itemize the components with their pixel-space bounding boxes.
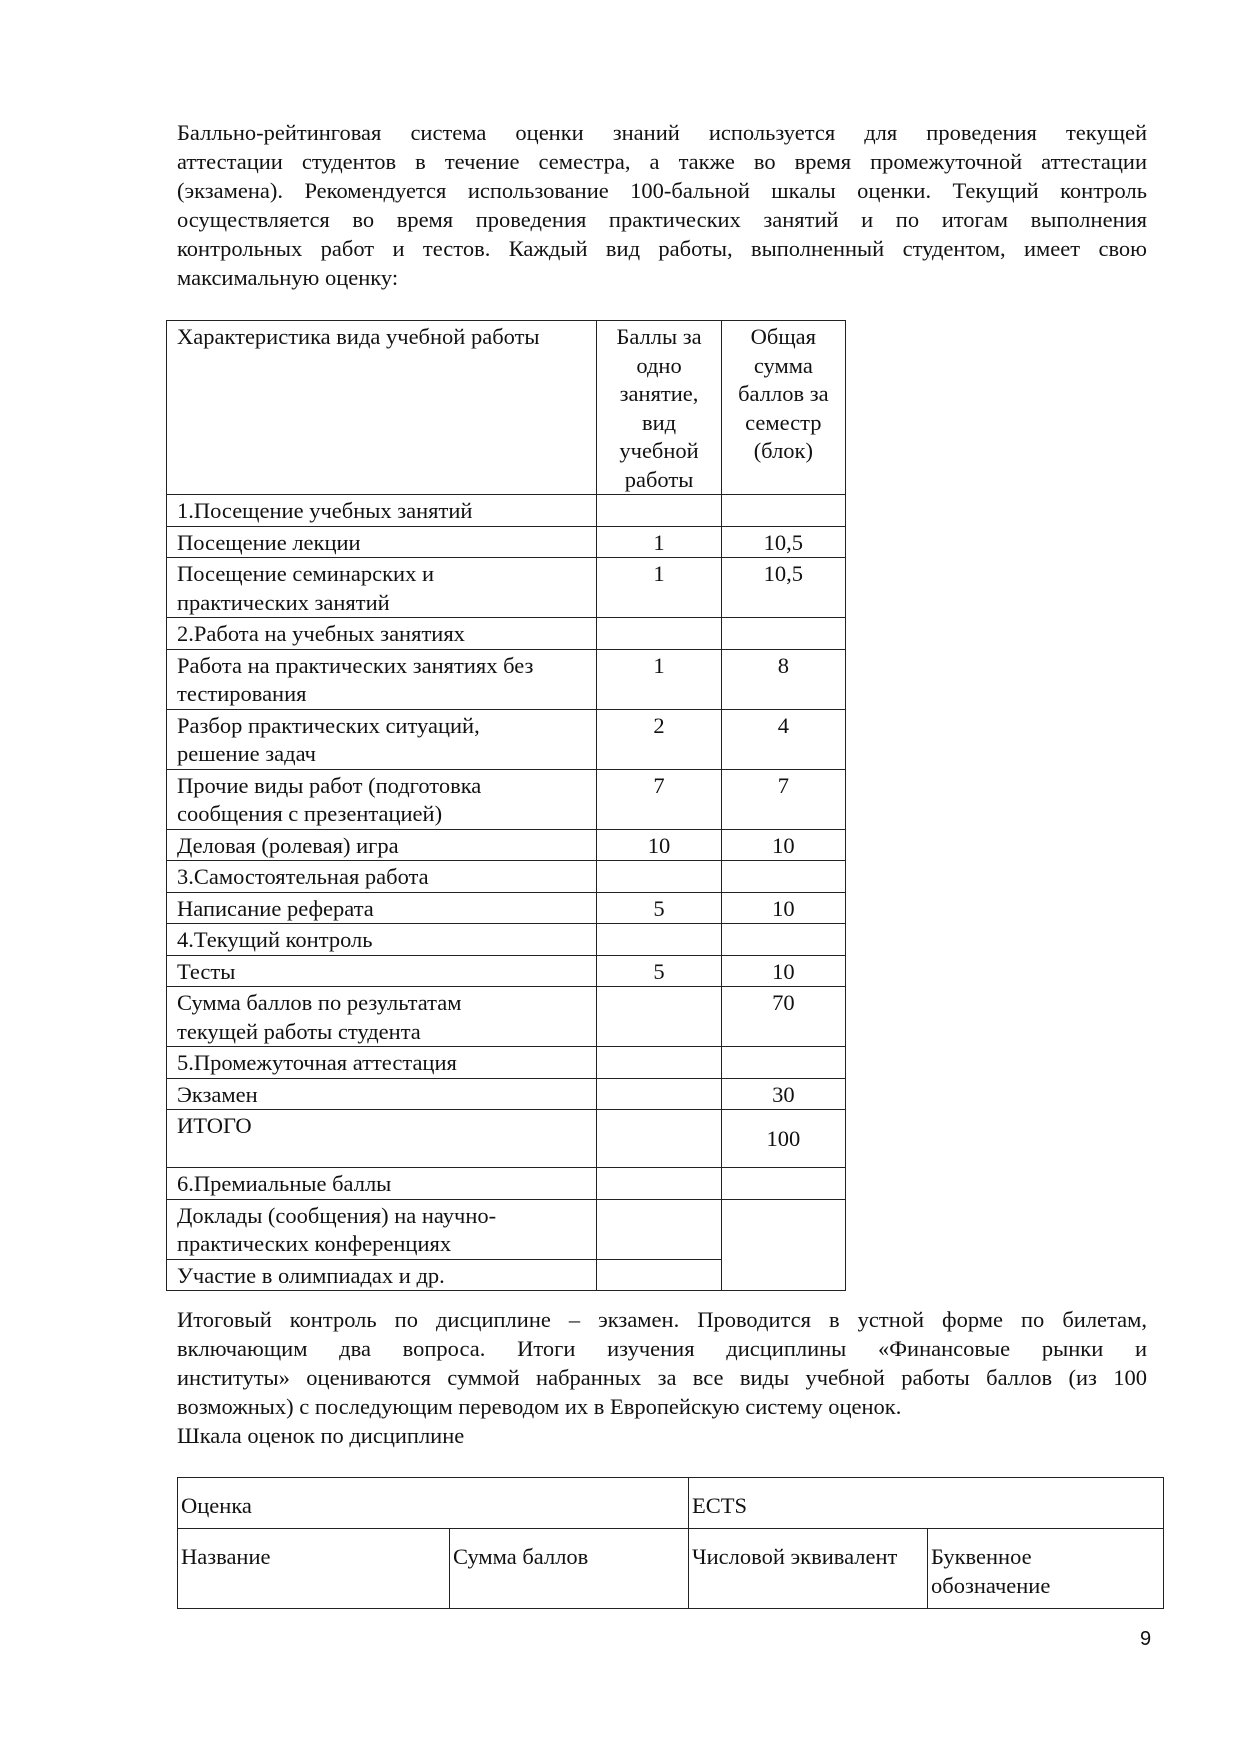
row-characteristic-line: Тесты	[177, 958, 236, 984]
table-row	[167, 618, 846, 650]
table-row	[167, 987, 846, 1047]
row-total-points: 7	[721, 769, 845, 829]
header-line: (блок)	[753, 438, 813, 463]
table-row	[167, 892, 846, 924]
table-row	[167, 1199, 846, 1259]
row-characteristic	[167, 709, 597, 769]
row-total-points: 8	[721, 649, 845, 709]
intro-line: (экзамена). Рекомендуется использование 100-бальной шкалы оценки. Текущий контроль	[177, 178, 1147, 203]
final-paragraph	[177, 1305, 1147, 1450]
table-row	[167, 955, 846, 987]
row-total-points	[721, 1199, 845, 1291]
row-points-per-class: 1	[597, 558, 721, 618]
row-characteristic	[167, 526, 597, 558]
table-row	[167, 769, 846, 829]
row-characteristic	[167, 829, 597, 861]
row-characteristic	[167, 1259, 597, 1291]
header-line: вид	[641, 409, 677, 435]
table-row	[167, 649, 846, 709]
row-total-points	[721, 1047, 845, 1079]
row-total-points	[721, 495, 845, 527]
row-points-per-class: 1	[597, 526, 721, 558]
row-points-per-class: 7	[597, 769, 721, 829]
row-points-per-class: 2	[597, 709, 721, 769]
row-characteristic-line: 4.Текущий контроль	[177, 927, 373, 952]
final-line: возможных) с последующим переводом их в Европейскую систему оценок.	[177, 1394, 902, 1419]
row-characteristic-line: 3.Самостоятельная работа	[177, 864, 429, 889]
letter-header-line: Буквенное	[931, 1544, 1032, 1569]
row-characteristic-line: 6.Премиальные баллы	[177, 1171, 392, 1196]
intro-paragraph	[177, 118, 1147, 292]
row-points-per-class	[597, 1047, 721, 1079]
header-line: Баллы за	[616, 324, 702, 349]
header-line: семестр	[745, 409, 822, 435]
row-characteristic-line: ИТОГО	[177, 1113, 252, 1138]
header-line: сумма	[753, 352, 813, 378]
row-characteristic-line: Сумма баллов по результатам	[177, 990, 462, 1015]
row-points-per-class	[597, 924, 721, 956]
row-points-per-class	[597, 1168, 721, 1200]
row-total-points: 10	[721, 892, 845, 924]
row-points-per-class	[597, 1110, 721, 1168]
row-characteristic-line: Посещение семинарских и	[177, 561, 434, 586]
row-points-per-class: 5	[597, 892, 721, 924]
row-characteristic	[167, 1168, 597, 1200]
table-row	[167, 1168, 846, 1200]
row-characteristic	[167, 1199, 597, 1259]
row-characteristic-line: 5.Промежуточная аттестация	[177, 1050, 457, 1075]
row-characteristic	[167, 987, 597, 1047]
final-line: Итоговый контроль по дисциплине – экзамен. Проводится в устной форме по билетам,	[177, 1307, 1147, 1332]
table-row	[167, 1078, 846, 1110]
row-total-points	[721, 618, 845, 650]
table-row	[167, 526, 846, 558]
row-characteristic	[167, 1078, 597, 1110]
row-characteristic	[167, 861, 597, 893]
row-total-points: 4	[721, 709, 845, 769]
row-points-per-class: 1	[597, 649, 721, 709]
table-row	[167, 1110, 846, 1168]
name-header: Название	[178, 1529, 450, 1609]
row-characteristic-line: Прочие виды работ (подготовка	[177, 772, 482, 798]
row-characteristic	[167, 924, 597, 956]
row-total-points: 10,5	[721, 558, 845, 618]
header-line: баллов за	[738, 381, 829, 406]
final-line: институты» оцениваются суммой набранных за все виды учебной работы баллов (из 100	[177, 1365, 1147, 1390]
row-characteristic-line: 1.Посещение учебных занятий	[177, 498, 473, 523]
intro-line: максимальную оценку:	[177, 265, 399, 290]
row-characteristic-line: Доклады (сообщения) на научно-	[177, 1202, 497, 1228]
row-characteristic-line: Работа на практических занятиях без	[177, 652, 534, 678]
intro-line: контрольных работ и тестов. Каждый вид работы, выполненный студентом, имеет свою	[177, 236, 1147, 261]
row-total-points: 100	[721, 1110, 845, 1168]
header-line: одно	[636, 352, 682, 378]
table-row	[167, 709, 846, 769]
row-characteristic	[167, 495, 597, 527]
table-row	[167, 558, 846, 618]
row-total-points: 10	[721, 829, 845, 861]
page-number: 9	[1140, 1628, 1152, 1650]
row-characteristic	[167, 1110, 597, 1168]
row-characteristic-line: решение задач	[177, 741, 316, 766]
header-line: Общая	[750, 324, 817, 349]
grade-scale-table	[177, 1477, 1164, 1609]
row-total-points: 30	[721, 1078, 845, 1110]
sum-header: Сумма баллов	[450, 1529, 689, 1609]
row-points-per-class	[597, 618, 721, 650]
row-characteristic-line: Написание реферата	[177, 895, 374, 921]
row-total-points: 70	[721, 987, 845, 1047]
table-row	[167, 924, 846, 956]
row-total-points: 10,5	[721, 526, 845, 558]
ects-header: ECTS	[689, 1478, 1164, 1529]
row-points-per-class: 10	[597, 829, 721, 861]
row-characteristic	[167, 1047, 597, 1079]
row-characteristic-line: текущей работы студента	[177, 1018, 421, 1044]
grade-scale-row	[178, 1478, 1164, 1529]
row-points-per-class	[597, 861, 721, 893]
row-characteristic-line: Деловая (ролевая) игра	[177, 832, 399, 858]
row-points-per-class	[597, 1199, 721, 1259]
row-characteristic	[167, 558, 597, 618]
row-points-per-class	[597, 1078, 721, 1110]
intro-line: аттестации студентов в течение семестра, а также во время промежуточной аттестации	[177, 149, 1147, 174]
row-characteristic-line: 2.Работа на учебных занятиях	[177, 621, 465, 646]
points-table-header	[167, 321, 846, 495]
row-characteristic-line: сообщения с презентацией)	[177, 801, 443, 826]
row-characteristic	[167, 618, 597, 650]
row-points-per-class: 5	[597, 955, 721, 987]
row-points-per-class	[597, 495, 721, 527]
header-points-per-class	[597, 321, 721, 495]
row-total-points	[721, 1168, 845, 1200]
row-total-points: 10	[721, 955, 845, 987]
row-characteristic-line: Экзамен	[177, 1081, 258, 1107]
intro-line: осуществляется во время проведения практических занятий и по итогам выполнения	[177, 207, 1147, 232]
row-points-per-class	[597, 1259, 721, 1291]
table-row	[167, 495, 846, 527]
row-characteristic	[167, 769, 597, 829]
row-characteristic-line: практических конференциях	[177, 1231, 452, 1256]
intro-line: Балльно-рейтинговая система оценки знаний используется для проведения текущей	[177, 120, 1147, 145]
header-line: работы	[624, 466, 694, 492]
row-characteristic	[167, 955, 597, 987]
scale-title: Шкала оценок по дисциплине	[177, 1423, 465, 1448]
row-characteristic-line: Посещение лекции	[177, 529, 361, 555]
letter-header	[928, 1529, 1164, 1609]
row-characteristic	[167, 649, 597, 709]
row-characteristic-line: тестирования	[177, 681, 307, 706]
row-characteristic-line: Участие в олимпиадах и др.	[177, 1262, 445, 1288]
header-characteristic: Характеристика вида учебной работы	[167, 321, 597, 495]
final-line: включающим два вопроса. Итоги изучения дисциплины «Финансовые рынки и	[177, 1336, 1147, 1361]
row-characteristic-line: практических занятий	[177, 589, 390, 615]
row-total-points	[721, 924, 845, 956]
grade-scale-row	[178, 1529, 1164, 1609]
table-row	[167, 861, 846, 893]
numeric-header: Числовой эквивалент	[689, 1529, 928, 1609]
header-line: занятие,	[619, 381, 699, 406]
row-characteristic	[167, 892, 597, 924]
row-characteristic-line: Разбор практических ситуаций,	[177, 712, 480, 738]
row-total-points	[721, 861, 845, 893]
grade-header: Оценка	[178, 1478, 689, 1529]
table-row	[167, 829, 846, 861]
points-table	[166, 320, 846, 1291]
letter-header-line: обозначение	[931, 1572, 1051, 1598]
header-line: учебной	[619, 438, 699, 463]
header-total-points	[721, 321, 845, 495]
table-row	[167, 1047, 846, 1079]
row-points-per-class	[597, 987, 721, 1047]
